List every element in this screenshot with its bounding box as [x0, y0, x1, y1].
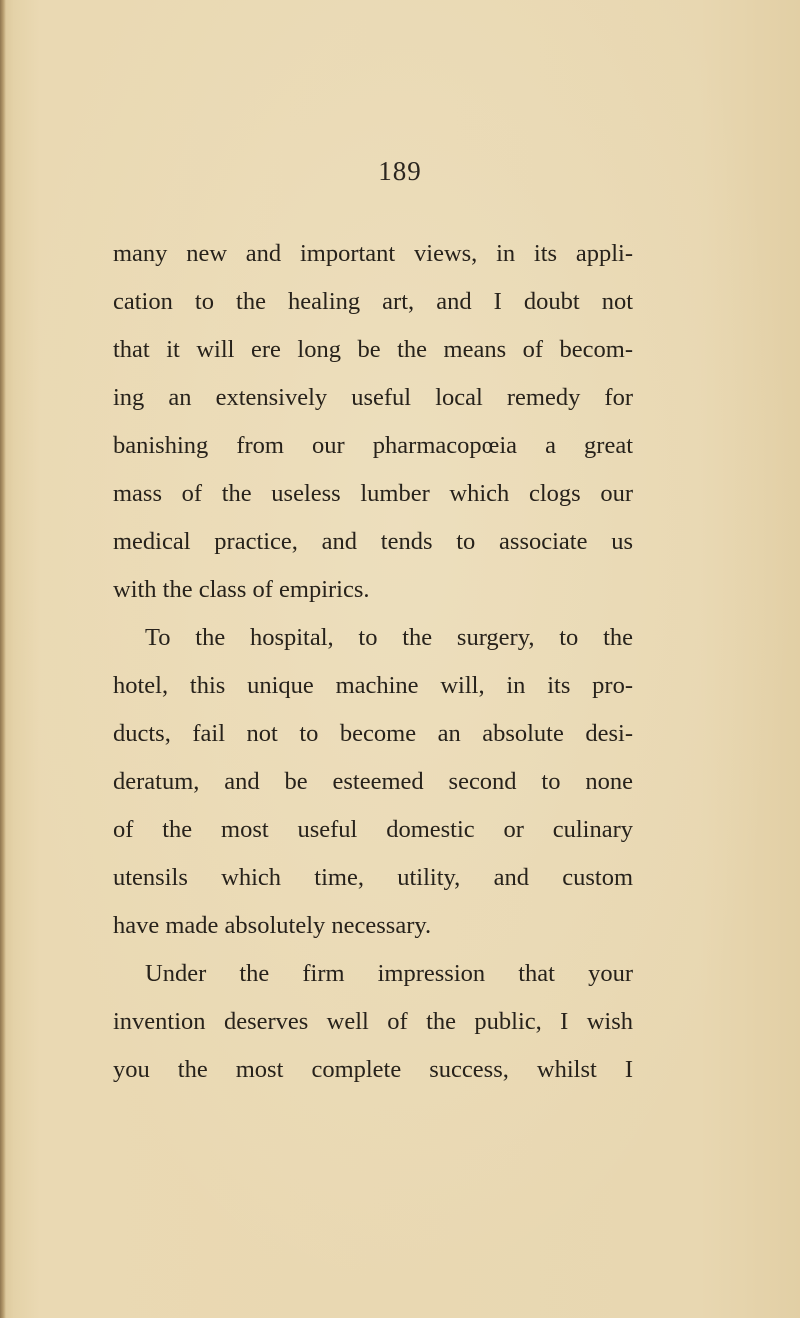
text-line: To the hospital, to the surgery, to the — [145, 624, 633, 651]
text-line: cation to the healing art, and I doubt not — [113, 288, 633, 315]
text-line: ing an extensively useful local remedy for — [113, 384, 633, 411]
text-line: with the class of empirics. — [113, 576, 370, 603]
body-text — [113, 230, 633, 1094]
text-line: mass of the useless lumber which clogs our — [113, 480, 633, 507]
text-line: many new and important views, in its appli- — [113, 240, 633, 267]
text-line: that it will ere long be the means of becom- — [113, 336, 633, 363]
text-line: deratum, and be esteemed second to none — [113, 768, 633, 795]
text-line: banishing from our pharmacopœia a great — [113, 432, 633, 459]
text-line: utensils which time, utility, and custom — [113, 864, 633, 891]
text-line: have made absolutely necessary. — [113, 912, 432, 939]
page-number: 189 — [378, 156, 422, 186]
text-line: invention deserves well of the public, I wish — [113, 1008, 633, 1035]
text-line: you the most complete success, whilst I — [113, 1056, 633, 1083]
text-line: ducts, fail not to become an absolute desi- — [113, 720, 633, 747]
text-line: medical practice, and tends to associate us — [113, 528, 633, 555]
binding-gutter — [0, 0, 6, 1318]
text-line: hotel, this unique machine will, in its pro- — [113, 672, 633, 699]
text-line: of the most useful domestic or culinary — [113, 816, 633, 843]
text-line: Under the firm impression that your — [145, 960, 633, 987]
